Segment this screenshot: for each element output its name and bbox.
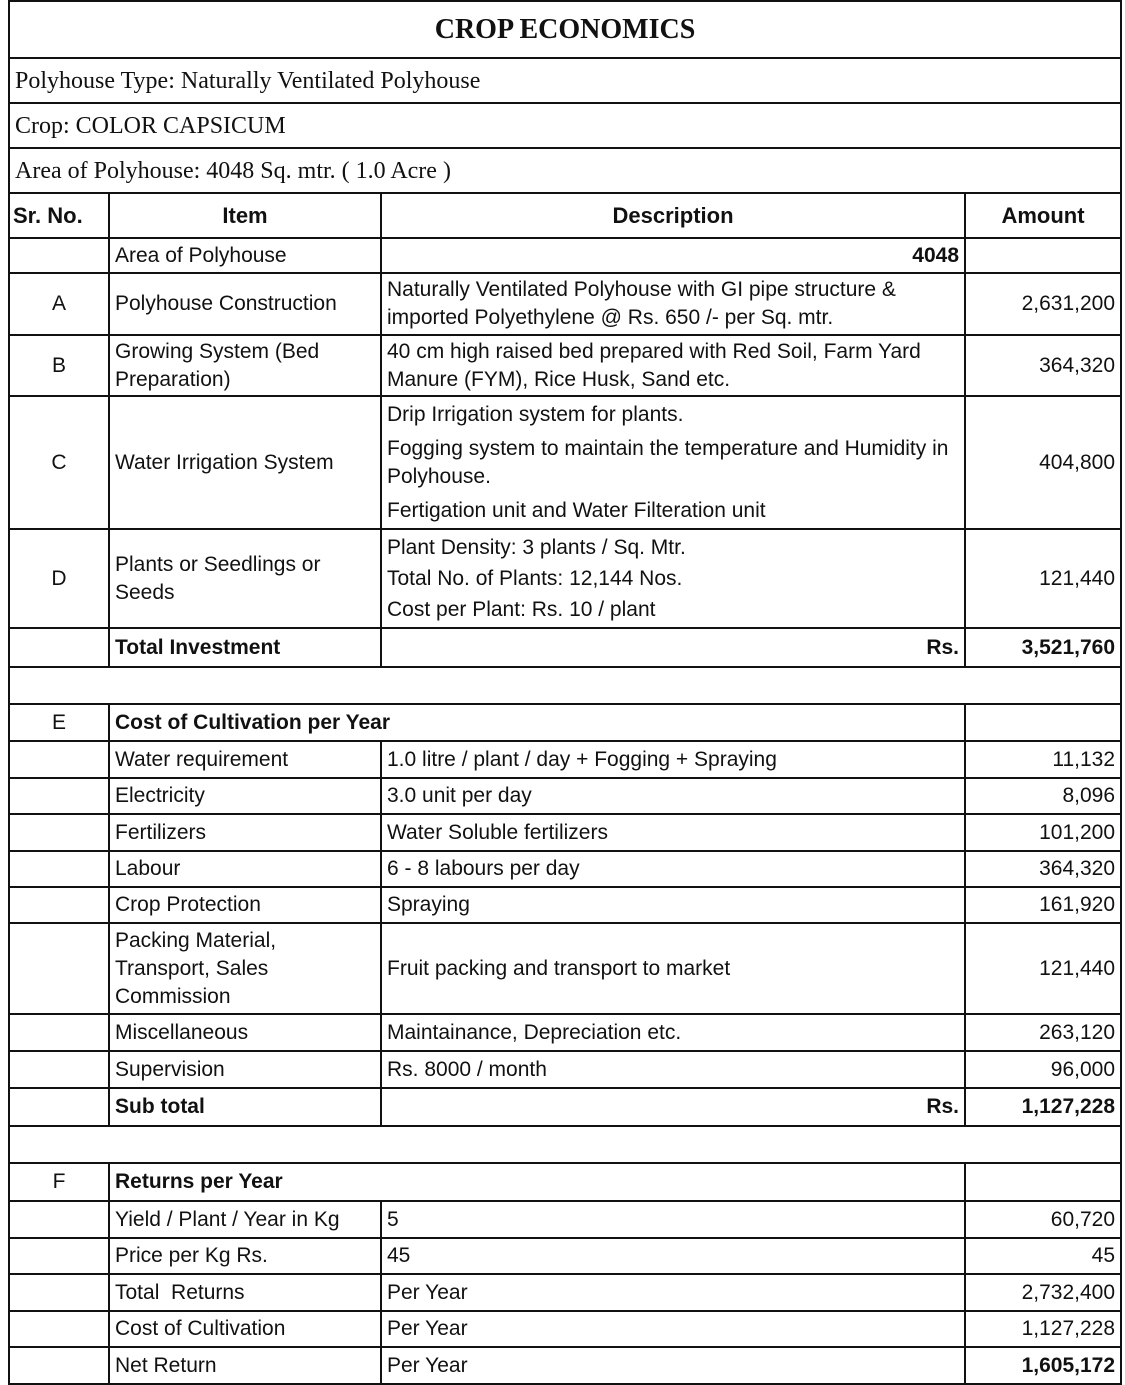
description-cell xyxy=(381,396,965,529)
item-cell: Supervision xyxy=(109,1051,381,1088)
amount-cell: 45 xyxy=(965,1238,1121,1274)
amount-cell: 1,127,228 xyxy=(965,1311,1121,1347)
info-row xyxy=(9,148,1121,193)
description-cell: Spraying xyxy=(381,887,965,923)
crop-economics-table xyxy=(8,0,1122,1385)
description-line: Plant Density: 3 plants / Sq. Mtr. xyxy=(387,535,686,559)
item-cell: Net Return xyxy=(109,1347,381,1384)
sr-cell xyxy=(9,1201,109,1238)
table-row xyxy=(9,396,1121,529)
item-cell: Water requirement xyxy=(109,741,381,778)
spacer-row xyxy=(9,667,1121,704)
table-row xyxy=(9,887,1121,923)
description-cell: 40 cm high raised bed prepared with Red Soil, Farm Yard Manure (FYM), Rice Husk, Sand etc. xyxy=(381,335,965,396)
col-header-item: Item xyxy=(109,193,381,238)
sr-cell: A xyxy=(9,273,109,335)
table-row xyxy=(9,1311,1121,1347)
table-row xyxy=(9,1238,1121,1274)
sr-cell xyxy=(9,238,109,273)
sr-cell xyxy=(9,923,109,1014)
total-investment-row xyxy=(9,628,1121,667)
sr-cell xyxy=(9,887,109,923)
section-heading-row xyxy=(9,704,1121,741)
item-cell: Plants or Seedlings or Seeds xyxy=(109,529,381,628)
table-row xyxy=(9,814,1121,851)
sr-cell xyxy=(9,851,109,887)
crop-name: Crop: COLOR CAPSICUM xyxy=(9,103,1121,148)
description-cell: 1.0 litre / plant / day + Fogging + Spraying xyxy=(381,741,965,778)
amount-cell: 121,440 xyxy=(965,529,1121,628)
description-cell: 6 - 8 labours per day xyxy=(381,851,965,887)
amount-cell xyxy=(965,704,1121,741)
sr-cell: F xyxy=(9,1163,109,1201)
amount-cell: 101,200 xyxy=(965,814,1121,851)
table-row xyxy=(9,778,1121,814)
sr-cell: D xyxy=(9,529,109,628)
table-row xyxy=(9,529,1121,628)
area-value: 4048 xyxy=(381,238,965,273)
item-cell: Cost of Cultivation xyxy=(109,1311,381,1347)
table-row xyxy=(9,923,1121,1014)
sr-cell xyxy=(9,1088,109,1126)
item-cell: Electricity xyxy=(109,778,381,814)
sr-cell xyxy=(9,778,109,814)
item-cell: Packing Material, Transport, Sales Commission xyxy=(109,923,381,1014)
net-return-row xyxy=(9,1347,1121,1384)
table-row xyxy=(9,851,1121,887)
sr-cell: B xyxy=(9,335,109,396)
amount-cell: 96,000 xyxy=(965,1051,1121,1088)
table-row xyxy=(9,1051,1121,1088)
item-cell: Total Returns xyxy=(109,1274,381,1311)
table-row xyxy=(9,741,1121,778)
sr-cell: E xyxy=(9,704,109,741)
description-cell: 45 xyxy=(381,1238,965,1274)
info-row xyxy=(9,58,1121,103)
item-cell: Labour xyxy=(109,851,381,887)
description-cell xyxy=(381,529,965,628)
description-line: Drip Irrigation system for plants. xyxy=(387,402,684,426)
table-row xyxy=(9,238,1121,273)
title-row xyxy=(9,1,1121,58)
item-cell: Price per Kg Rs. xyxy=(109,1238,381,1274)
sr-cell xyxy=(9,1014,109,1051)
amount-cell: 121,440 xyxy=(965,923,1121,1014)
currency-label: Rs. xyxy=(381,1088,965,1126)
description-cell: 3.0 unit per day xyxy=(381,778,965,814)
amount-cell: 161,920 xyxy=(965,887,1121,923)
amount-cell xyxy=(965,1163,1121,1201)
amount-cell: 2,732,400 xyxy=(965,1274,1121,1311)
description-cell: Rs. 8000 / month xyxy=(381,1051,965,1088)
description-cell: Naturally Ventilated Polyhouse with GI pipe structure & imported Polyethylene @ Rs. 650 /- per Sq. mtr. xyxy=(381,273,965,335)
amount-cell: 263,120 xyxy=(965,1014,1121,1051)
description-line: Total No. of Plants: 12,144 Nos. xyxy=(387,566,683,590)
total-investment-amount: 3,521,760 xyxy=(965,628,1121,667)
polyhouse-type: Polyhouse Type: Naturally Ventilated Polyhouse xyxy=(9,58,1121,103)
col-header-description: Description xyxy=(381,193,965,238)
table-row xyxy=(9,273,1121,335)
item-cell: Polyhouse Construction xyxy=(109,273,381,335)
sr-cell: C xyxy=(9,396,109,529)
item-cell: Area of Polyhouse xyxy=(109,238,381,273)
item-cell: Fertilizers xyxy=(109,814,381,851)
description-line: Fogging system to maintain the temperature and Humidity in Polyhouse. xyxy=(387,436,949,488)
sr-cell xyxy=(9,1051,109,1088)
sr-cell xyxy=(9,741,109,778)
net-return-amount: 1,605,172 xyxy=(965,1347,1121,1384)
amount-cell: 364,320 xyxy=(965,851,1121,887)
amount-cell: 8,096 xyxy=(965,778,1121,814)
subtotal-label: Sub total xyxy=(109,1088,381,1126)
sr-cell xyxy=(9,628,109,667)
amount-cell: 404,800 xyxy=(965,396,1121,529)
description-cell: Fruit packing and transport to market xyxy=(381,923,965,1014)
spacer-cell xyxy=(9,1126,1121,1163)
spacer-cell xyxy=(9,667,1121,704)
currency-label: Rs. xyxy=(381,628,965,667)
sr-cell xyxy=(9,1311,109,1347)
amount-cell xyxy=(965,238,1121,273)
col-header-sr-no: Sr. No. xyxy=(9,193,109,238)
table-row xyxy=(9,335,1121,396)
amount-cell: 11,132 xyxy=(965,741,1121,778)
total-investment-label: Total Investment xyxy=(109,628,381,667)
spacer-row xyxy=(9,1126,1121,1163)
description-line: Cost per Plant: Rs. 10 / plant xyxy=(387,597,656,621)
item-cell: Growing System (Bed Preparation) xyxy=(109,335,381,396)
description-line: Fertigation unit and Water Filteration unit xyxy=(387,498,766,522)
amount-cell: 364,320 xyxy=(965,335,1121,396)
section-heading: Cost of Cultivation per Year xyxy=(109,704,965,741)
sr-cell xyxy=(9,1274,109,1311)
table-row xyxy=(9,1274,1121,1311)
description-cell: Maintainance, Depreciation etc. xyxy=(381,1014,965,1051)
subtotal-row xyxy=(9,1088,1121,1126)
item-cell: Crop Protection xyxy=(109,887,381,923)
sr-cell xyxy=(9,814,109,851)
page-title: CROP ECONOMICS xyxy=(9,1,1121,58)
sr-cell xyxy=(9,1238,109,1274)
amount-cell: 60,720 xyxy=(965,1201,1121,1238)
sr-cell xyxy=(9,1347,109,1384)
section-heading: Returns per Year xyxy=(109,1163,965,1201)
column-header-row xyxy=(9,193,1121,238)
subtotal-amount: 1,127,228 xyxy=(965,1088,1121,1126)
description-cell: 5 xyxy=(381,1201,965,1238)
table-row xyxy=(9,1014,1121,1051)
col-header-amount: Amount xyxy=(965,193,1121,238)
description-cell: Per Year xyxy=(381,1274,965,1311)
description-cell: Water Soluble fertilizers xyxy=(381,814,965,851)
info-row xyxy=(9,103,1121,148)
amount-cell: 2,631,200 xyxy=(965,273,1121,335)
item-cell: Yield / Plant / Year in Kg xyxy=(109,1201,381,1238)
description-cell: Per Year xyxy=(381,1311,965,1347)
item-cell: Miscellaneous xyxy=(109,1014,381,1051)
section-heading-row xyxy=(9,1163,1121,1201)
polyhouse-area: Area of Polyhouse: 4048 Sq. mtr. ( 1.0 Acre ) xyxy=(9,148,1121,193)
item-cell: Water Irrigation System xyxy=(109,396,381,529)
description-cell: Per Year xyxy=(381,1347,965,1384)
table-row xyxy=(9,1201,1121,1238)
